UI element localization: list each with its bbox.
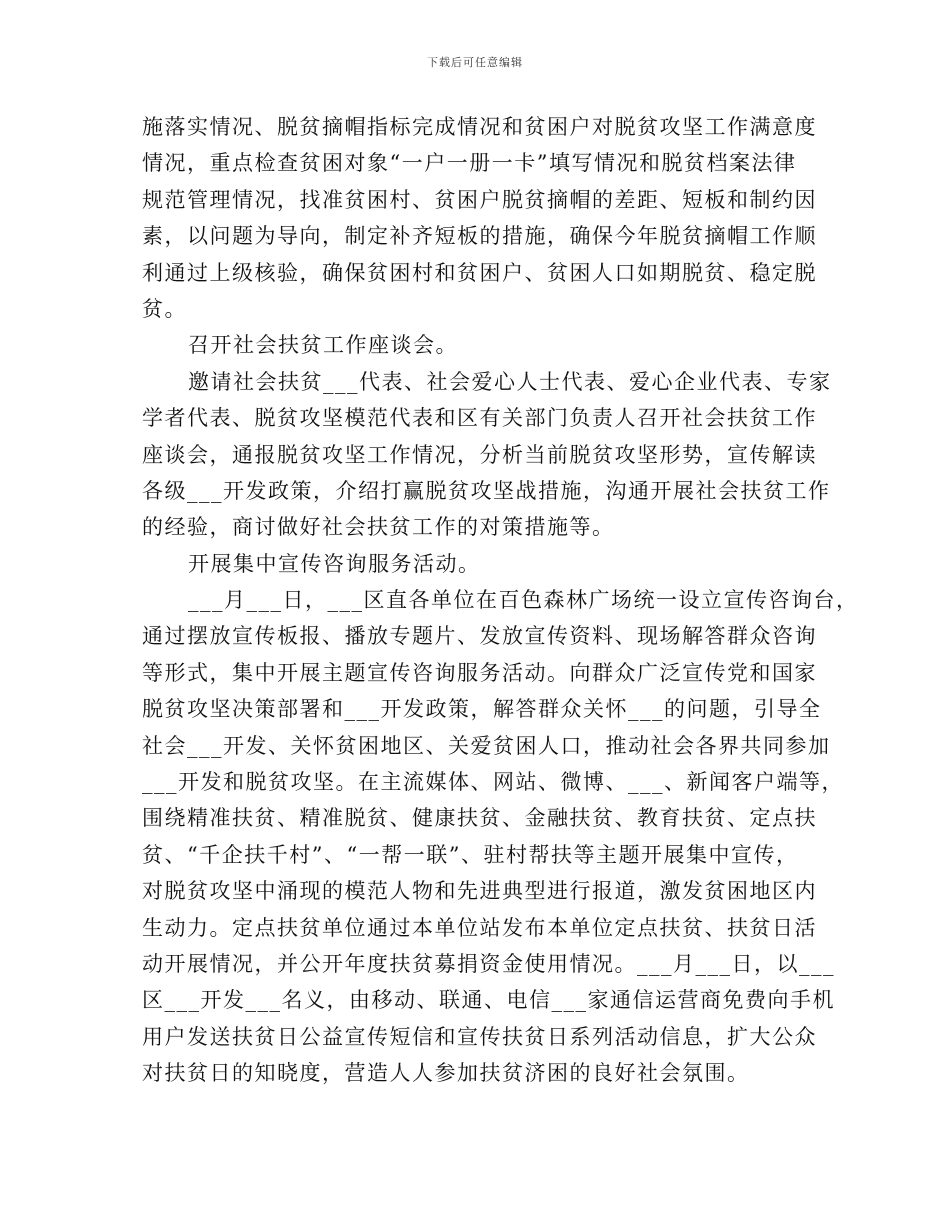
text-line: 贫。 [142,296,187,321]
section-heading: 召开社会扶贫工作座谈会。 [188,333,458,358]
text-line: 情况，重点检查贫困对象“一户一册一卡”填写情况和脱贫档案法律 [142,151,797,176]
text-line: 座谈会，通报脱贫攻坚工作情况，分析当前脱贫攻坚形势，宣传解读 [142,442,817,467]
text-line: 生动力。定点扶贫单位通过本单位站发布本单位定点扶贫、扶贫日活 [142,915,817,940]
text-line: 邀请社会扶贫___代表、社会爱心人士代表、爱心企业代表、专家 [188,369,832,394]
text-line: 贫、“千企扶千村”、“一帮一联”、驻村帮扶等主题开展集中宣传， [142,842,799,867]
text-line: 脱贫攻坚决策部署和___开发政策，解答群众关怀___的问题，引导全 [142,697,822,722]
text-line: 社会___开发、关怀贫困地区、关爱贫困人口，推动社会各界共同参加 [142,733,831,758]
text-line: 施落实情况、脱贫摘帽指标完成情况和贫困户对脱贫攻坚工作满意度 [142,115,817,139]
text-line: ___月___日，___区直各单位在百色森林广场统一设立宣传咨询台， [188,588,859,613]
text-line: 规范管理情况，找准贫困村、贫困户脱贫摘帽的差距、短板和制约因 [142,187,817,212]
page-header: 下载后可任意编辑 [427,56,523,69]
text-line: 用户发送扶贫日公益宣传短信和宣传扶贫日系列活动信息，扩大公众 [142,1024,817,1049]
document-body [142,109,859,1092]
text-line: 利通过上级核验，确保贫困村和贫困户、贫困人口如期脱贫、稳定脱 [142,260,817,285]
text-line: 围绕精准扶贫、精准脱贫、健康扶贫、金融扶贫、教育扶贫、定点扶 [142,806,817,831]
text-line: 动开展情况，并公开年度扶贫募捐资金使用情况。___月___日，以___ [142,951,835,976]
text-line: ___开发和脱贫攻坚。在主流媒体、网站、微博、___、新闻客户端等， [142,770,844,795]
text-line: 对脱贫攻坚中涌现的模范人物和先进典型进行报道，激发贫困地区内 [142,879,817,904]
text-line: 的经验，商讨做好社会扶贫工作的对策措施等。 [142,515,615,540]
text-line: 区___开发___名义，由移动、联通、电信___家通信运营商免费向手机 [142,988,835,1013]
text-line: 学者代表、脱贫攻坚模范代表和区有关部门负责人召开社会扶贫工作 [142,406,817,431]
text-line: 对扶贫日的知晓度，营造人人参加扶贫济困的良好社会氛围。 [142,1061,750,1086]
text-line: 各级___开发政策，介绍打赢脱贫攻坚战措施，沟通开展社会扶贫工作 [142,478,831,503]
section-heading: 开展集中宣传咨询服务活动。 [188,551,481,576]
text-line: 素，以问题为导向，制定补齐短板的措施，确保今年脱贫摘帽工作顺 [142,224,817,249]
text-line: 等形式，集中开展主题宣传咨询服务活动。向群众广泛宣传党和国家 [142,660,817,685]
text-line: 通过摆放宣传板报、播放专题片、发放宣传资料、现场解答群众咨询 [142,624,817,649]
